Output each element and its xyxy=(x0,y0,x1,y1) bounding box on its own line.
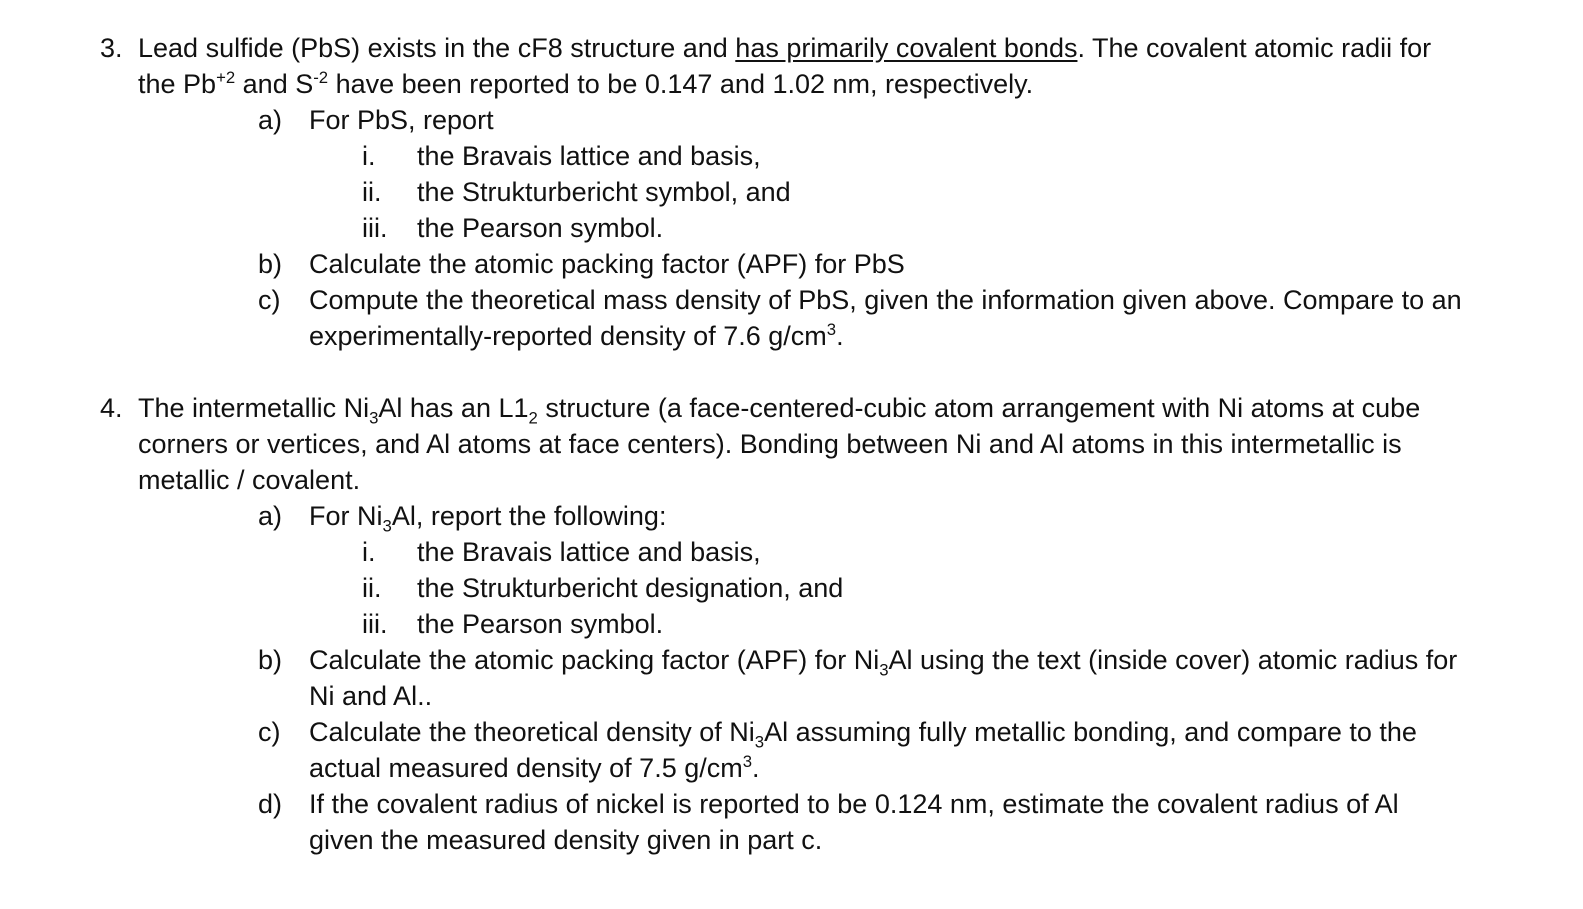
subitem-label: ii. xyxy=(362,573,382,603)
item-text: For PbS, report xyxy=(309,105,494,135)
problem-4-item-b xyxy=(258,642,1465,714)
problem-3-item-a-sub-i xyxy=(362,138,1465,174)
problem-4-item-c xyxy=(258,714,1465,786)
subitem-label: iii. xyxy=(362,213,388,243)
problem-3-item-c xyxy=(258,282,1465,354)
problem-4-item-a-sub-i xyxy=(362,534,1465,570)
subitem-text: the Strukturbericht designation, and xyxy=(417,573,844,603)
subitem-text: the Strukturbericht symbol, and xyxy=(417,177,791,207)
problem-4 xyxy=(100,390,1465,858)
problem-3-intro-row xyxy=(100,30,1465,102)
subitem-text: the Bravais lattice and basis, xyxy=(417,537,761,567)
problem-3-item-a xyxy=(258,102,1465,138)
subitem-text: the Pearson symbol. xyxy=(417,609,664,639)
item-text: Calculate the atomic packing factor (APF) for $Ni_3Al$ using the text (inside cover) atomic radius for Ni and Al.. xyxy=(309,645,1458,711)
problem-3-item-b xyxy=(258,246,1465,282)
subitem-text: the Pearson symbol. xyxy=(417,213,664,243)
problem-4-intro-row xyxy=(100,390,1465,498)
item-label: c) xyxy=(258,285,281,315)
item-text: Calculate the atomic packing factor (APF) for PbS xyxy=(309,249,905,279)
problem-3-item-a-sub-ii xyxy=(362,174,1465,210)
problem-4-item-a xyxy=(258,498,1465,534)
item-text: Calculate the theoretical density of $Ni_3Al$ assuming fully metallic bonding, and compare to the actual measured density of 7.5 $g/cm^3$. xyxy=(309,717,1417,783)
subitem-label: iii. xyxy=(362,609,388,639)
problem-4-item-a-sub-ii xyxy=(362,570,1465,606)
item-text: Compute the theoretical mass density of PbS, given the information given above. Compare to an experimentally-reported density of 7.6 $g/cm^3$. xyxy=(309,285,1462,351)
item-label: a) xyxy=(258,501,283,531)
subitem-label: ii. xyxy=(362,177,382,207)
problem-number: 4. xyxy=(100,393,123,423)
problem-4-item-d xyxy=(258,786,1465,858)
problem-intro: Lead sulfide (PbS) exists in the cF8 structure and has primarily covalent bonds. The covalent atomic radii for the $Pb^{+2}$ and $S^{-2}$ have been reported to be 0.147 and 1.02 nm, respectively. xyxy=(138,33,1432,99)
item-text: For $Ni_3Al$, report the following: xyxy=(309,501,667,536)
subitem-label: i. xyxy=(362,141,376,171)
item-label: c) xyxy=(258,717,281,747)
item-label: b) xyxy=(258,645,283,675)
problem-number: 3. xyxy=(100,33,123,63)
item-label: b) xyxy=(258,249,283,279)
problem-intro: The intermetallic $Ni_3Al$ has an $L1_2$ structure (a face-centered-cubic atom arrangement with Ni atoms at cube corners or vertices, and Al atoms at face centers). Bonding between Ni and Al atoms in this intermetallic is metallic / covalent. xyxy=(138,393,1421,495)
subitem-label: i. xyxy=(362,537,376,567)
problem-3 xyxy=(100,30,1465,354)
item-label: a) xyxy=(258,105,283,135)
subitem-text: the Bravais lattice and basis, xyxy=(417,141,761,171)
item-label: d) xyxy=(258,789,283,819)
item-text: If the covalent radius of nickel is reported to be 0.124 nm, estimate the covalent radius of Al given the measured density given in part c. xyxy=(309,789,1399,855)
problem-3-item-a-sub-iii xyxy=(362,210,1465,246)
problem-4-item-a-sub-iii xyxy=(362,606,1465,642)
